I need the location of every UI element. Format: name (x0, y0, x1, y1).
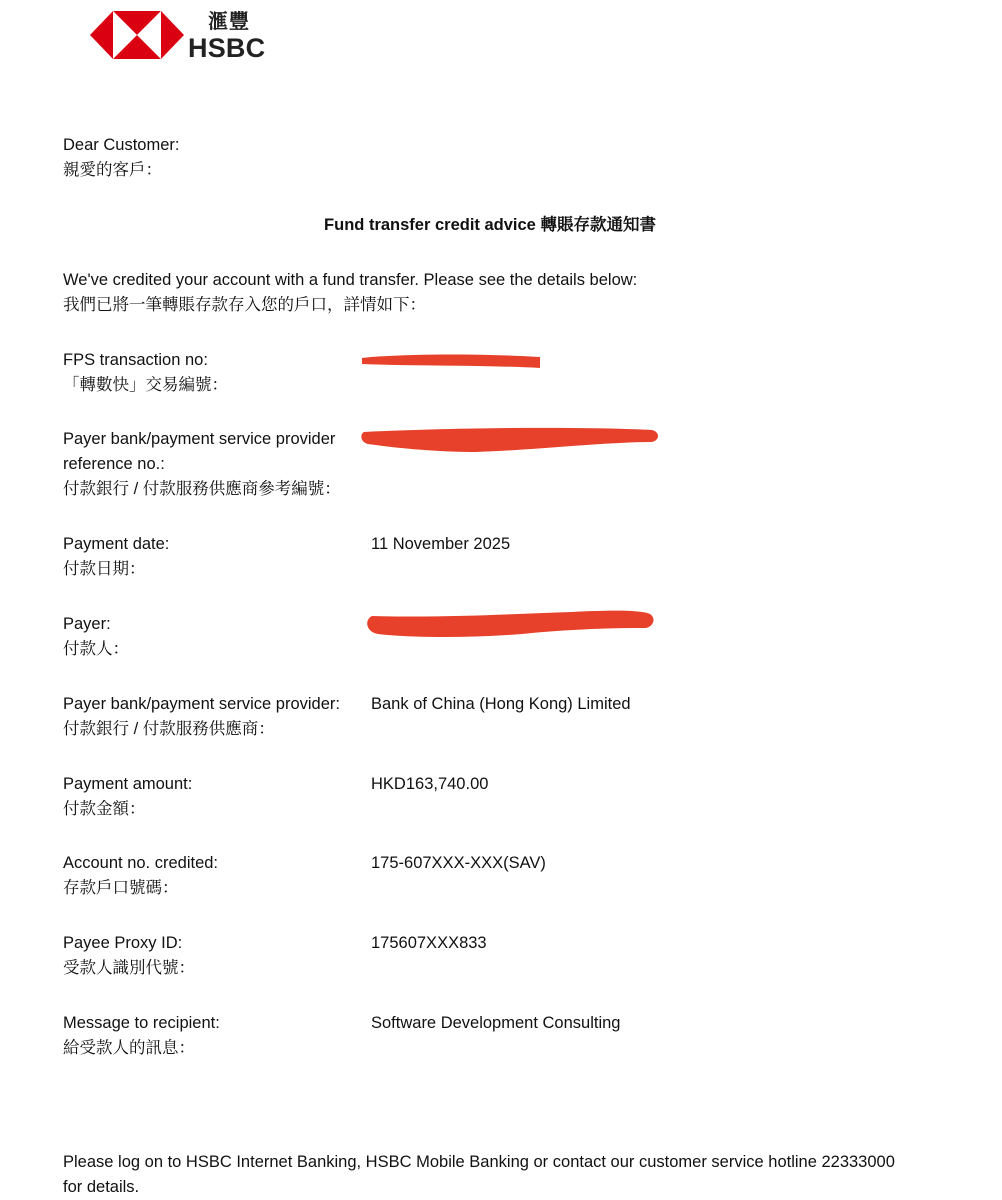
message-label (63, 1011, 363, 1061)
payer-label-en: Payer: (63, 615, 111, 633)
logo-english-name: HSBC (188, 33, 266, 63)
hsbc-logo (90, 11, 280, 61)
payment-amount-label-en: Payment amount: (63, 775, 193, 793)
payee-proxy-value: 175607XXX833 (371, 934, 487, 952)
greeting-zh: 親愛的客戶： (63, 161, 162, 179)
account-credited-label-zh: 存款戶口號碼： (63, 879, 179, 897)
payer-bank-label (63, 692, 363, 742)
redaction-stroke (367, 611, 653, 637)
greeting (63, 133, 179, 183)
payer-reference-label-zh: 付款銀行 / 付款服務供應商參考編號： (63, 480, 341, 498)
payer-bank-label-en: Payer bank/payment service provider: (63, 695, 340, 713)
redaction-mark (362, 604, 658, 642)
payment-amount-value: HKD163,740.00 (371, 775, 489, 793)
logo-chinese-name: 滙豐 (208, 9, 250, 33)
payment-amount-label-zh: 付款金額： (63, 800, 146, 818)
message-label-zh: 給受款人的訊息： (63, 1039, 195, 1057)
payment-date-label (63, 532, 363, 582)
payment-date-label-zh: 付款日期： (63, 560, 146, 578)
payer-bank-label-zh: 付款銀行 / 付款服務供應商： (63, 720, 275, 738)
document-title: Fund transfer credit advice 轉賬存款通知書 (324, 216, 656, 234)
payer-reference-label-en-1: Payer bank/payment service provider (63, 430, 336, 448)
greeting-en: Dear Customer: (63, 136, 180, 154)
hsbc-hexagon-logo-icon (90, 11, 184, 59)
payer-label (63, 612, 363, 662)
message-label-en: Message to recipient: (63, 1014, 220, 1032)
payment-date-value: 11 November 2025 (371, 535, 511, 553)
footer-line-2: for details. (63, 1178, 140, 1196)
payer-label-zh: 付款人： (63, 640, 129, 658)
payer-bank-value: Bank of China (Hong Kong) Limited (371, 695, 631, 713)
account-credited-value: 175-607XXX-XXX(SAV) (371, 854, 546, 872)
payment-date-label-en: Payment date: (63, 535, 170, 553)
fps-transaction-label-zh: 「轉數快」交易編號： (63, 376, 228, 394)
fps-transaction-label (63, 348, 363, 398)
intro-en: We've credited your account with a fund transfer. Please see the details below: (63, 271, 638, 289)
redaction-stroke (362, 354, 540, 368)
redaction-mark (356, 422, 664, 456)
payer-reference-label-en-2: reference no.: (63, 455, 165, 473)
intro-text (63, 268, 637, 318)
footer-line-1: Please log on to HSBC Internet Banking, HSBC Mobile Banking or contact our customer service hotline 22333000 (63, 1153, 895, 1171)
fps-transaction-label-en: FPS transaction no: (63, 351, 208, 369)
account-credited-label (63, 851, 363, 901)
payee-proxy-label (63, 931, 363, 981)
message-value: Software Development Consulting (371, 1014, 621, 1032)
intro-zh: 我們已將一筆轉賬存款存入您的戶口，詳情如下： (63, 296, 426, 314)
footer-note (63, 1150, 943, 1200)
payee-proxy-label-zh: 受款人識別代號： (63, 959, 195, 977)
payee-proxy-label-en: Payee Proxy ID: (63, 934, 183, 952)
account-credited-label-en: Account no. credited: (63, 854, 219, 872)
redaction-mark (356, 346, 546, 372)
payment-amount-label (63, 772, 363, 822)
redaction-stroke (361, 428, 658, 452)
payer-reference-label (63, 427, 363, 502)
